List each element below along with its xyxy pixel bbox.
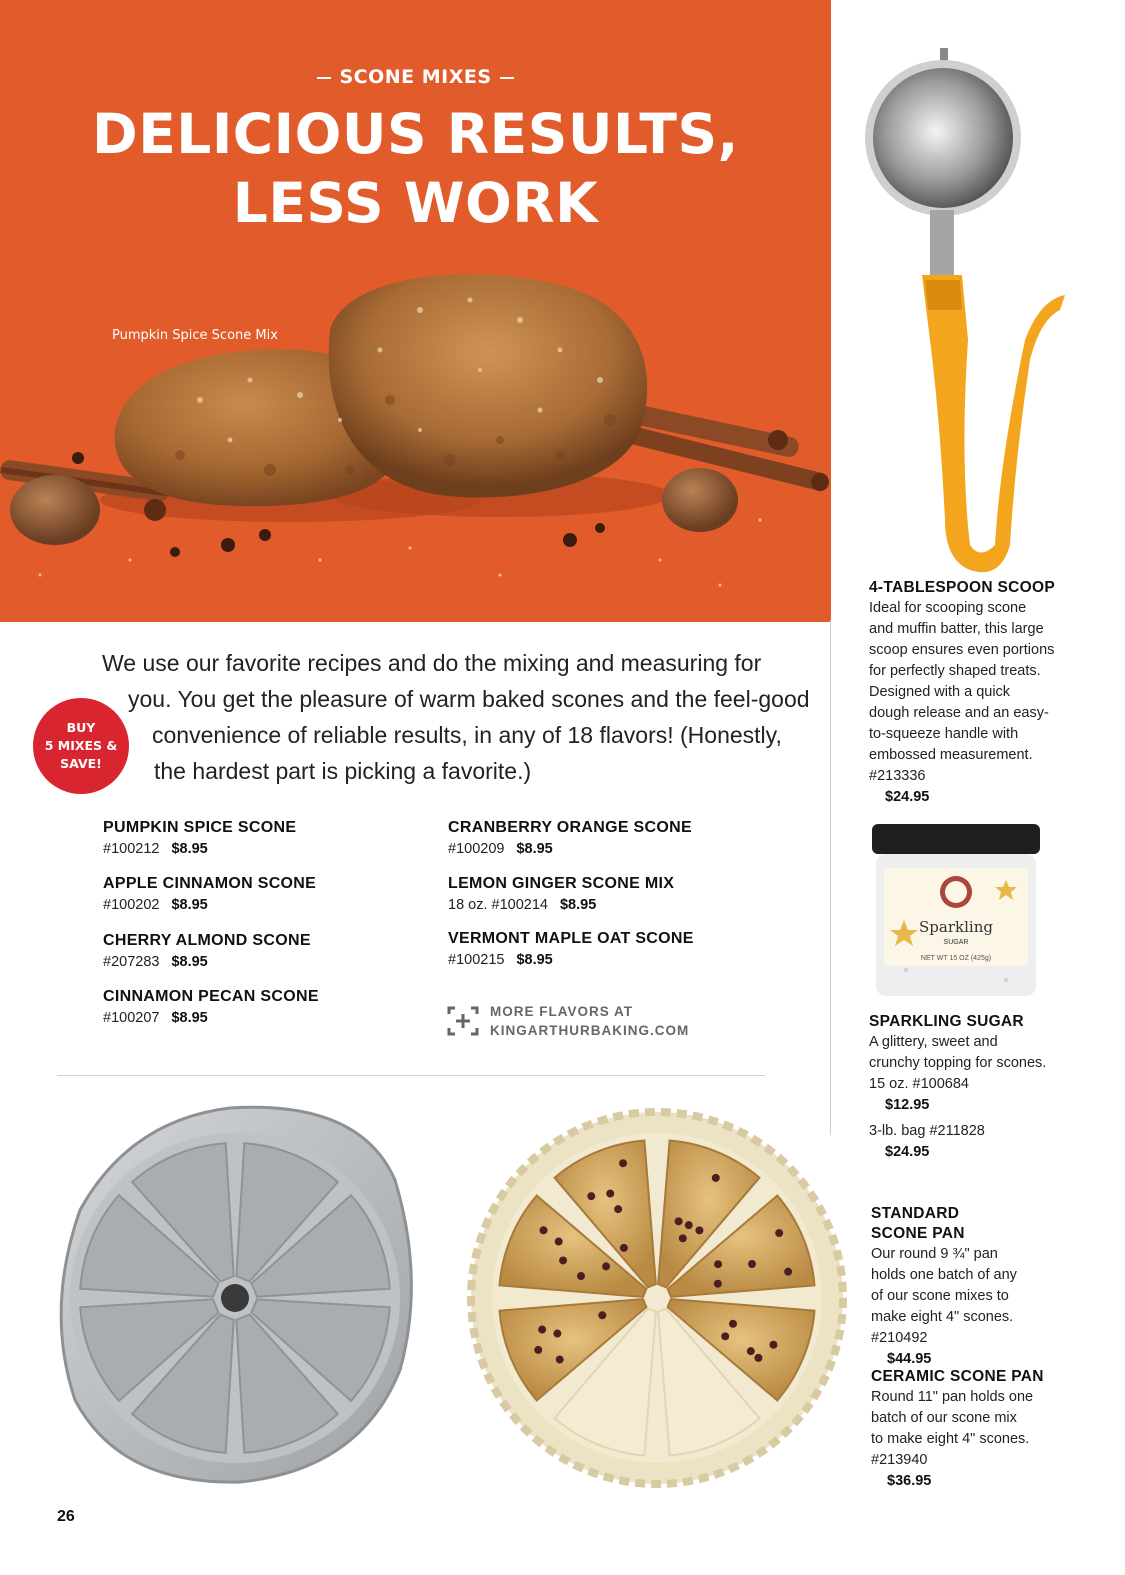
product-price: $8.95 [171,1010,208,1026]
standard-pan-desc-line: holds one batch of any [871,1267,1017,1283]
jar-sub-label: SUGAR [943,939,969,946]
standard-pan-desc-line: of our scone mixes to [871,1288,1009,1304]
headline-line-2: LESS WORK [232,171,599,235]
product-name: CRANBERRY ORANGE SCONE [448,819,692,836]
product-vermont-maple-oat [448,930,694,968]
standard-pan-description [871,1244,1111,1370]
cranberry-dot [748,1260,756,1268]
product-price: $8.95 [171,954,208,970]
product-price: $8.95 [516,841,553,857]
ceramic-scone-pan-product [871,1367,1111,1492]
cranberry-dot [769,1341,777,1349]
hero-banner [0,0,831,622]
product-sku: #100207 [103,1010,160,1026]
eyebrow-text: SCONE MIXES [339,66,492,88]
product-name: LEMON GINGER SCONE MIX [448,875,675,892]
cranberry-dot [775,1229,783,1237]
product-pumpkin-spice [103,819,296,857]
sugar-sku-bag: 3-lb. bag #211828 [869,1123,985,1139]
product-cranberry-orange [448,819,692,857]
cranberry-dot [695,1226,703,1234]
standard-pan-desc-line: make eight 4" scones. [871,1309,1014,1325]
scoop-desc-line: for perfectly shaped treats. [869,663,1041,679]
photo-caption: Pumpkin Spice Scone Mix [112,328,278,343]
cranberry-dot [679,1234,687,1242]
ceramic-pan-desc-line: batch of our scone mix [871,1410,1017,1426]
ceramic-scone-pan-image [462,1100,852,1495]
cranberry-dot [587,1192,595,1200]
scoop-desc-line: scoop ensures even portions [869,642,1055,658]
cranberry-dot [685,1221,693,1229]
product-cherry-almond [103,932,311,970]
page-number: 26 [57,1508,75,1525]
scoop-sku: #213336 [869,768,926,784]
cranberry-dot [714,1280,722,1288]
standard-scone-pan-image [40,1100,430,1490]
jar-weight: NET WT 15 OZ (425g) [920,955,992,962]
eyebrow-dash-right [500,77,514,79]
intro-line-4: the hardest part is picking a favorite.) [154,758,532,784]
cranberry-dot [712,1174,720,1182]
cranberry-dot [540,1226,548,1234]
intro-line-1: We use our favorite recipes and do the mixing and measuring for [102,650,762,676]
standard-pan-name-line-1: STANDARD [871,1205,960,1222]
scoop-desc-line: and muffin batter, this large [869,621,1044,637]
more-flavors-line-1: MORE FLAVORS AT [490,1004,633,1019]
sugar-price-bag: $24.95 [885,1144,930,1160]
standard-pan-desc-line: Our round 9 ¾" pan [871,1246,998,1262]
more-flavors-link[interactable] [490,1002,689,1040]
ceramic-pan-description [871,1387,1111,1492]
product-price: $8.95 [516,952,553,968]
standard-scone-pan-product [871,1204,1111,1370]
cranberry-dot [729,1320,737,1328]
plus-frame-icon [447,1006,479,1036]
cranberry-dot [606,1190,614,1198]
intro-line-2: you. You get the pleasure of warm baked scones and the feel-good [128,686,810,712]
product-price: $8.95 [171,897,208,913]
cranberry-dot [559,1256,567,1264]
cranberry-dot [714,1260,722,1268]
column-divider [830,620,831,1135]
product-sku: #100215 [448,952,505,968]
product-name: PUMPKIN SPICE SCONE [103,819,297,836]
ceramic-pan-name: CERAMIC SCONE PAN [871,1368,1044,1385]
standard-pan-price: $44.95 [887,1351,932,1367]
product-sku: 18 oz. #100214 [448,897,548,913]
cranberry-dot [602,1262,610,1270]
product-apple-cinnamon [103,875,316,913]
sugar-desc-line: A glittery, sweet and [869,1034,998,1050]
scoop-desc-line: dough release and an easy- [869,705,1049,721]
cranberry-dot [721,1332,729,1340]
scones-photo [0,0,831,622]
section-eyebrow [0,66,831,88]
badge-line-3: SAVE! [60,756,102,771]
scoop-desc-line: embossed measurement. [869,747,1033,763]
cranberry-dot [754,1354,762,1362]
page-headline [0,100,831,238]
cranberry-dot [747,1347,755,1355]
sugar-desc-line: crunchy topping for scones. [869,1055,1047,1071]
cranberry-dot [614,1205,622,1213]
scoop-image [850,40,1110,580]
scoop-desc-line: to-squeeze handle with [869,726,1019,742]
scoop-handle [922,275,1065,572]
product-sku: #100202 [103,897,160,913]
intro-line-3: convenience of reliable results, in any of 18 flavors! (Honestly, [152,722,782,748]
product-sku: #100212 [103,841,160,857]
nutmeg-left [10,475,100,545]
cranberry-dot [534,1346,542,1354]
product-name: CHERRY ALMOND SCONE [103,932,311,949]
standard-pan-name-line-2: SCONE PAN [871,1225,965,1242]
jar-label: Sparkling [919,918,993,936]
headline-line-1: DELICIOUS RESULTS, [92,102,739,166]
scoop-name: 4-TABLESPOON SCOOP [869,579,1055,596]
more-flavors-line-2: KINGARTHURBAKING.COM [490,1023,690,1038]
product-name: APPLE CINNAMON SCONE [103,875,317,892]
product-name: CINNAMON PECAN SCONE [103,988,319,1005]
eyebrow-dash-left [317,77,331,79]
cranberry-dot [784,1268,792,1276]
product-cinnamon-pecan [103,988,319,1026]
intro-paragraph [102,645,822,789]
scoop-desc-line: Designed with a quick [869,684,1011,700]
cranberry-dot [553,1330,561,1338]
scoop-product [869,578,1109,808]
section-divider [57,1075,765,1076]
cranberry-dot [675,1217,683,1225]
ceramic-pan-sku: #213940 [871,1452,928,1468]
sugar-sku: 15 oz. #100684 [869,1076,969,1092]
product-price: $8.95 [171,841,208,857]
badge-line-1: BUY [66,720,96,735]
ceramic-pan-desc-line: to make eight 4" scones. [871,1431,1030,1447]
scoop-description [869,598,1109,808]
cranberry-dot [598,1311,606,1319]
nutmeg-right [662,468,738,532]
product-sku: #207283 [103,954,160,970]
sparkling-sugar-jar-image [866,820,1046,1000]
product-price: $8.95 [559,897,597,913]
cranberry-dot [538,1326,546,1334]
cranberry-dot [555,1238,563,1246]
product-name: VERMONT MAPLE OAT SCONE [448,930,694,947]
standard-pan-sku: #210492 [871,1330,928,1346]
cranberry-dot [620,1244,628,1252]
ceramic-pan-desc-line: Round 11" pan holds one [871,1389,1034,1405]
cranberry-dot [619,1159,627,1167]
sugar-description [869,1032,1109,1163]
product-sku: #100209 [448,841,505,857]
sugar-name: SPARKLING SUGAR [869,1013,1024,1030]
scoop-desc-line: Ideal for scooping scone [869,600,1027,616]
cranberry-dot [577,1272,585,1280]
cranberry-dot [556,1356,564,1364]
scoop-price: $24.95 [885,789,930,805]
badge-line-2: 5 MIXES & [44,738,118,753]
ceramic-pan-price: $36.95 [887,1473,932,1489]
sparkling-sugar-product [869,1012,1109,1163]
sugar-price: $12.95 [885,1097,930,1113]
product-lemon-ginger [448,875,674,913]
buy-5-mixes-badge [33,698,129,794]
